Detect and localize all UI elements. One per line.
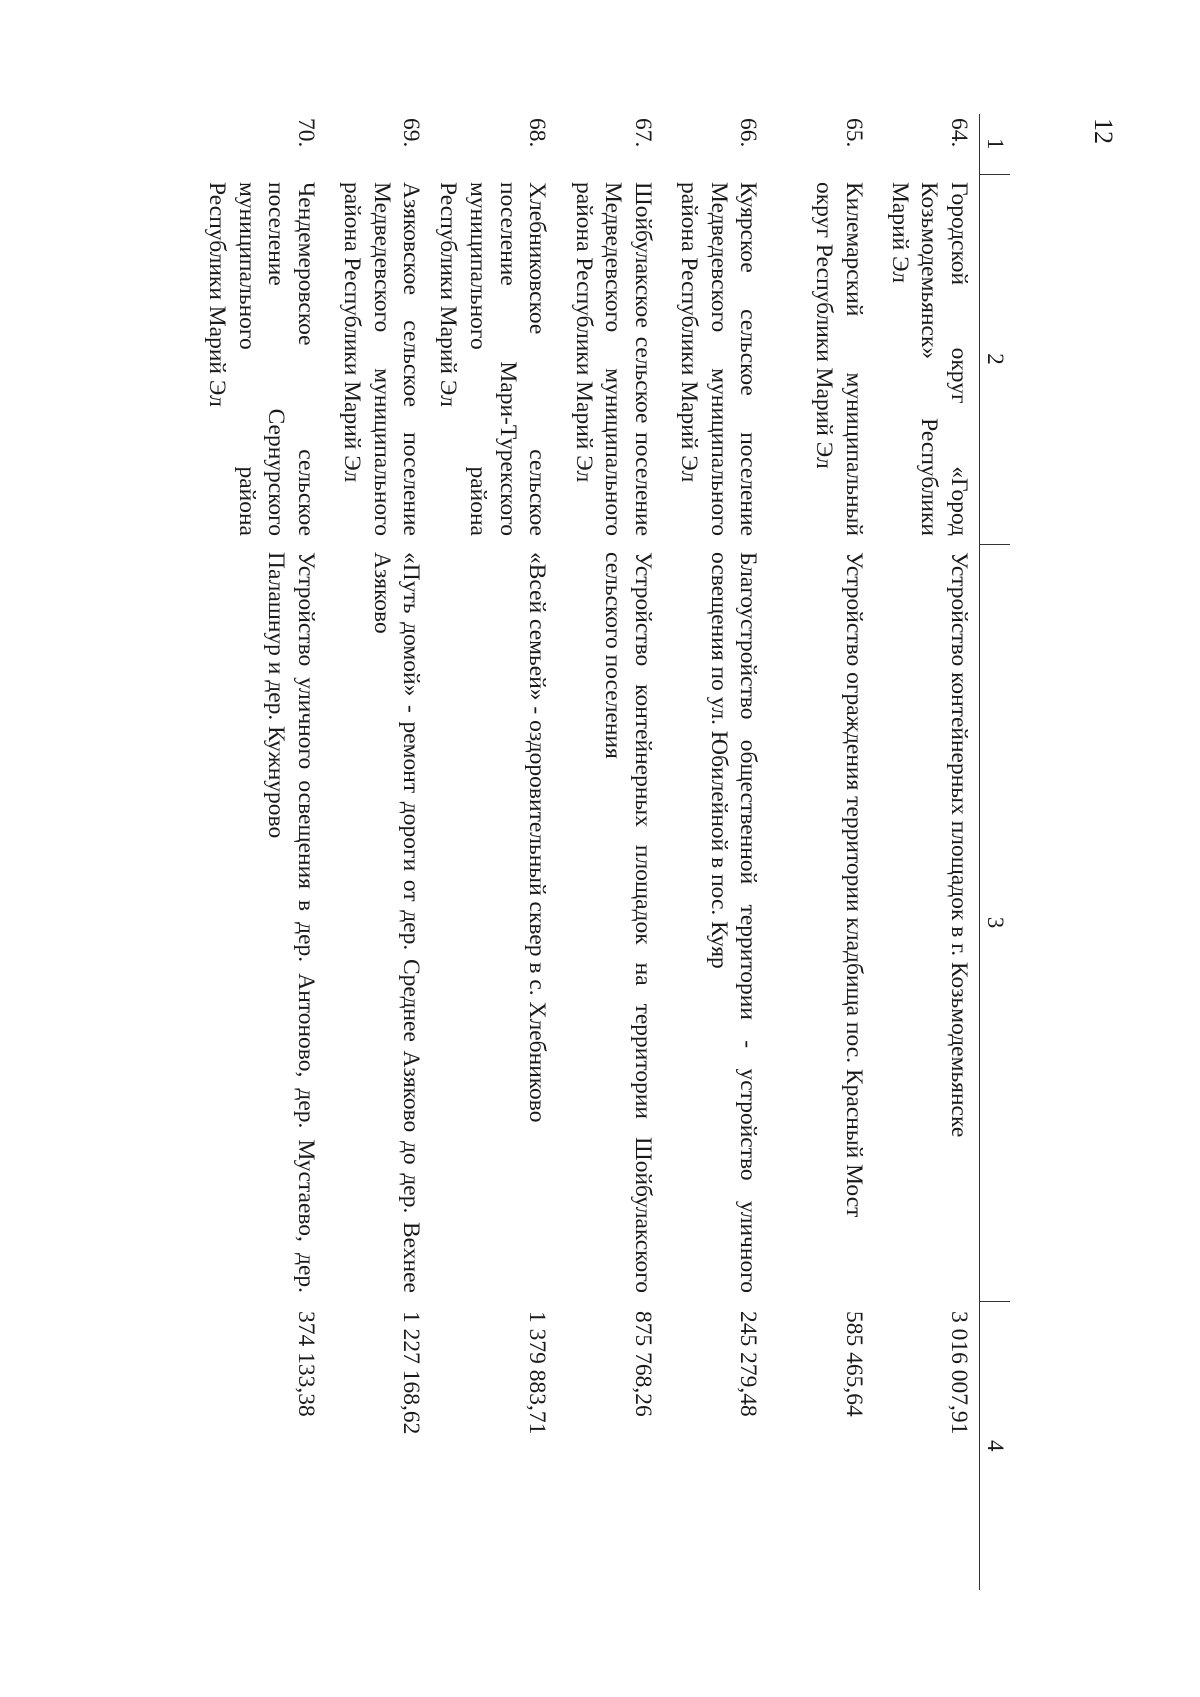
amount: 3 016 007,91 [946, 1311, 972, 1435]
page-number: 12 [1089, 118, 1118, 144]
amount: 374 133,38 [292, 1311, 319, 1417]
municipality-name: Чендемеровское сельское поселение Сернурского муниципального района Республики Марий Эл [203, 182, 319, 536]
header-col-4: 4 [980, 1301, 1011, 1590]
project-description: Устройство контейнерных площадок в г. Козьмодемьянске [946, 552, 972, 1138]
amount: 875 768,26 [629, 1311, 656, 1417]
project-description: Благоустройство общественной территории - устройство уличного освещения по ул. Юбилейной в пос. Куяр [705, 552, 762, 1293]
row-number: 66. [735, 118, 762, 148]
municipality-name: Городской округ «Город Козьмодемьянск» Республики Марий Эл [886, 182, 972, 536]
municipality-name: Килемарский муниципальный округ Республики Марий Эл [810, 182, 867, 536]
projects-table [198, 114, 1010, 1590]
municipality-name: Хлебниковское сельское поселение Мари-Турекского муниципального района Республики Марий Эл [435, 182, 551, 536]
amount: 1 379 883,71 [524, 1311, 551, 1435]
table-row [326, 114, 431, 1590]
header-col-1: 1 [980, 114, 1011, 174]
row-number: 65. [840, 118, 867, 148]
table-row [874, 114, 980, 1590]
row-number: 69. [398, 118, 425, 148]
project-description: Устройство уличного освещения в дер. Антоново, дер. Мустаево, дер. Палашнур и дер. Кужнурово [263, 552, 319, 1293]
amount: 1 227 168,62 [398, 1311, 425, 1435]
row-number: 68. [524, 118, 551, 148]
table-row [431, 114, 557, 1590]
header-col-3: 3 [980, 544, 1011, 1301]
table-row [768, 114, 873, 1590]
table-row [557, 114, 662, 1590]
amount: 245 279,48 [735, 1311, 762, 1417]
header-col-2: 2 [980, 174, 1011, 544]
header-row [980, 114, 1011, 1590]
amount: 585 465,64 [840, 1311, 867, 1417]
row-number: 70. [292, 118, 319, 148]
table-row [663, 114, 768, 1590]
project-description: «Всей семьей» - оздоровительный сквер в с. Хлебниково [524, 552, 551, 1123]
municipality-name: Азяковское сельское поселение Медведевского муниципального района Республики Марий Эл [338, 182, 425, 536]
project-description: «Путь домой» - ремонт дороги от дер. Среднее Азяково до дер. Вехнее Азяково [368, 552, 425, 1293]
project-description: Устройство контейнерных площадок на территории Шойбулакского сельского поселения [600, 552, 656, 1293]
table-row [198, 114, 326, 1590]
project-description: Устройство ограждения территории кладбища пос. Красный Мост [840, 552, 867, 1218]
row-number: 67. [629, 118, 656, 148]
row-number: 64. [946, 118, 972, 148]
municipality-name: Шойбулакское сельское поселение Медведевского муниципального района Республики Марий Эл [570, 182, 656, 536]
municipality-name: Куярское сельское поселение Медведевского муниципального района Республики Марий Эл [675, 182, 762, 536]
rotated-table-wrapper [198, 114, 1010, 1590]
